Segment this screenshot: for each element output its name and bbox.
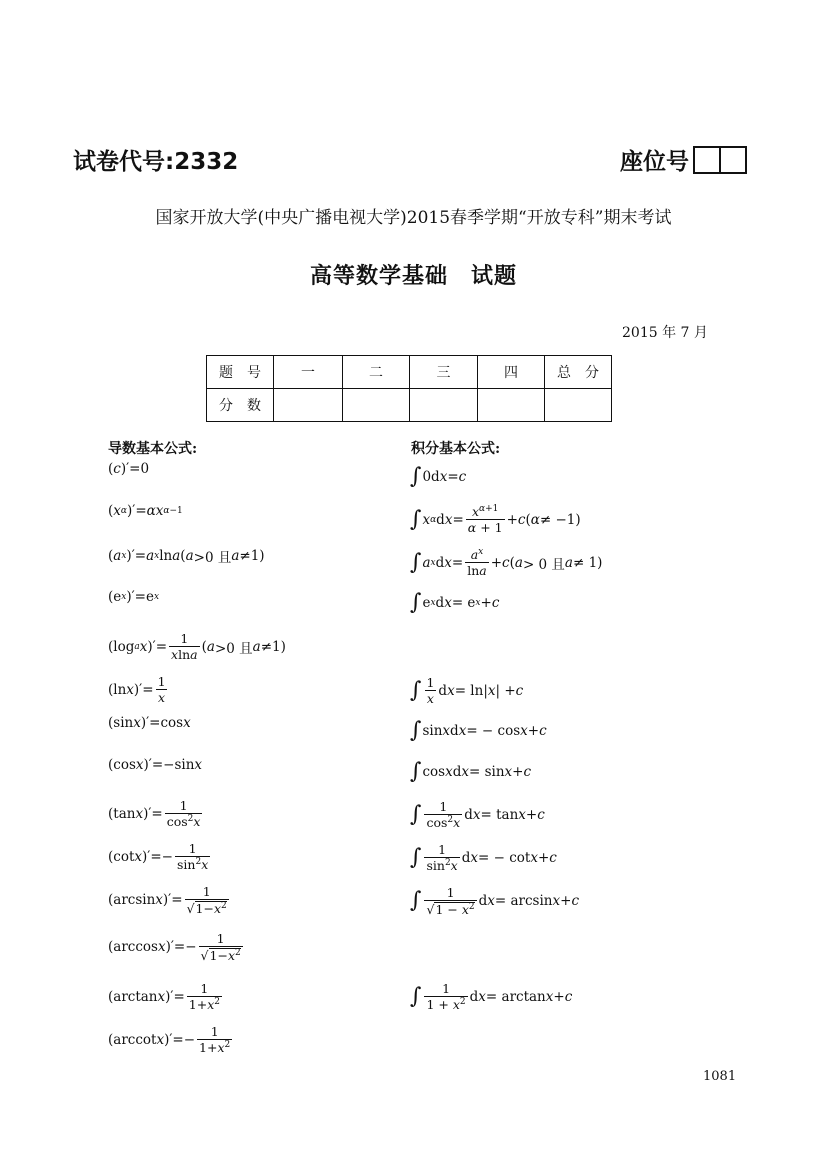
page-number: 1081 [703,1069,737,1084]
score-row-label: 分 数 [207,389,274,422]
score-header-cell: 题 号 [207,356,274,389]
score-header-cell: 四 [478,356,545,389]
score-cell[interactable] [410,389,478,422]
derivative-formula: (log a x )′= $\frac{1}{xlna}$ ( a >0 且 a ≠1) [108,631,286,662]
derivative-formula: (arccot x )′=− $\frac{1}{1+x^2}$ [108,1024,231,1055]
integral-formula: ∫ cos x d x = sin x + c [410,759,532,784]
seat-number-label: 座位号 [620,149,689,175]
integral-formula: ∫ $\frac{1}{\cos^2x}$ d x = tan x + c [410,799,545,830]
score-header-cell: 总 分 [545,356,612,389]
score-cell[interactable] [274,389,343,422]
integral-formula: ∫ $\frac{1}{\sin^2x}$ d x = − cot x + c [410,842,557,873]
integral-formula: ∫ e x d x = e x + c [410,590,500,615]
score-header-cell: 一 [274,356,343,389]
derivative-formula: (tan x )′= $\frac{1}{\cos^2x}$ [108,798,201,829]
derivative-formula: (sin x )′=cos x [108,715,191,731]
integral-formula: ∫ $\frac{1}{1 + x^2}$ d x = arctan x + c [410,981,573,1012]
derivative-formula: (arctan x )′= $\frac{1}{1+x^2}$ [108,981,221,1012]
integral-formula: ∫ 1 √ $1 - x^2$ d x = arcsin x + c [410,885,579,917]
score-header-cell: 二 [343,356,410,389]
integral-formula: ∫ sin x d x = − cos x + c [410,718,547,743]
derivatives-heading: 导数基本公式: [108,441,198,457]
integral-formula: ∫ 0d x = c [410,464,467,489]
exam-title: 高等数学基础 试题 [309,264,517,289]
score-table [206,355,612,422]
score-table-header-row [207,356,612,389]
exam-date: 2015 年 7 月 [622,325,708,341]
derivative-formula: (arcsin x )′= 1 √ $1-x^2$ [108,884,227,916]
derivative-formula: (e x )′=e x [108,589,160,605]
derivative-formula: ( x α )′= αx α−1 [108,503,183,519]
seat-number [620,143,747,176]
integral-formula: ∫ $\frac{1}{x}$ d x = ln| x | + c [410,675,524,706]
derivative-formula: (arccos x )′=− 1 √ $1-x^2$ [108,931,241,963]
integrals-heading: 积分基本公式: [411,441,501,457]
score-table-score-row [207,389,612,422]
derivative-formula: ( a x )′= a x ln a ( a >0 且 a ≠1) [108,548,265,566]
integral-formula: ∫ a x d x = $\frac{a^x}{\ln a}$ + c ( a > 0 且 a ≠ 1) [410,547,603,578]
exam-subtitle: 国家开放大学(中央广播电视大学)2015春季学期“开放专科”期末考试 [155,208,672,228]
score-header-cell: 三 [410,356,478,389]
score-cell[interactable] [545,389,612,422]
score-cell[interactable] [478,389,545,422]
derivative-formula: (cos x )′=−sin x [108,757,203,773]
seat-number-boxes [693,146,747,174]
derivative-formula: ( c )′=0 [108,461,150,477]
score-cell[interactable] [343,389,410,422]
derivative-formula: (ln x )′= $\frac{1}{x}$ [108,674,166,705]
integral-formula: ∫ x α d x = $\frac{x^{\alpha+1}}{\alpha + 1}$ + c ( α ≠ −1) [410,504,581,535]
derivative-formula: (cot x )′=− $\frac{1}{\sin^2x}$ [108,841,209,872]
paper-code: 试卷代号:2332 [73,149,239,175]
